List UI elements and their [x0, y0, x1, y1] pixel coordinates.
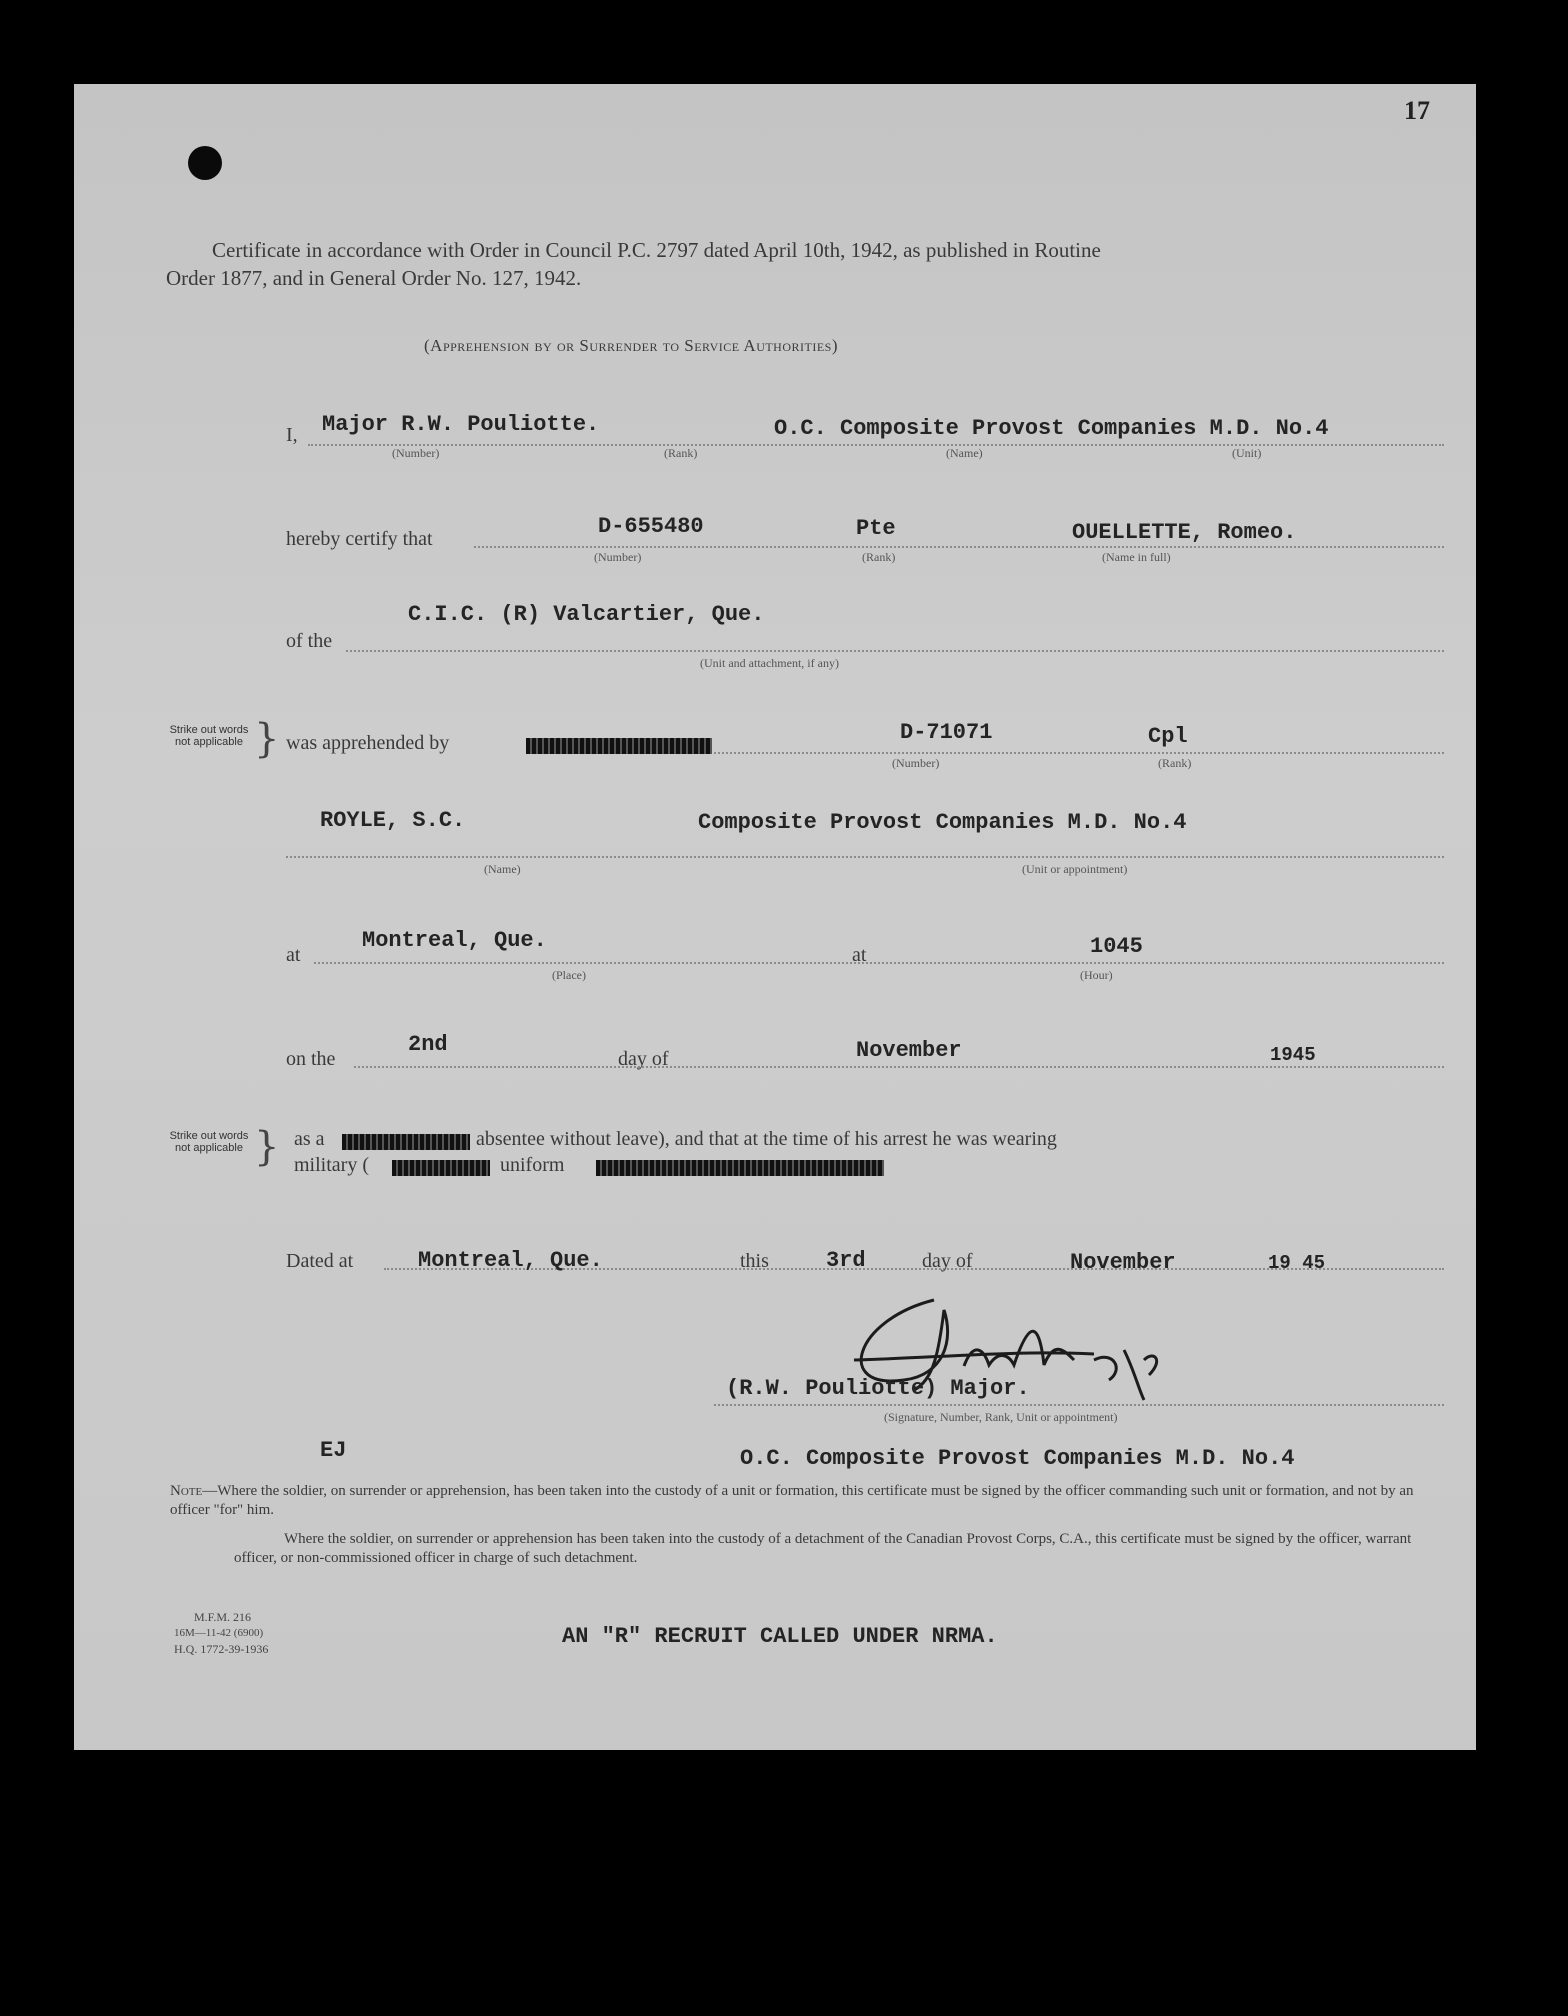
note-label: Note [170, 1483, 203, 1499]
apprehension-place: Montreal, Que. [362, 928, 547, 953]
soldier-number: D-655480 [598, 514, 704, 539]
caption-unit-attachment: (Unit and attachment, if any) [700, 656, 839, 670]
caption-place: (Place) [552, 968, 586, 982]
caption-rank-2: (Rank) [862, 550, 896, 564]
apprehension-day: 2nd [408, 1032, 448, 1057]
header-line-1: Certificate in accordance with Order in Council P.C. 2797 dated April 10th, 1942, as published in Routine [212, 238, 1101, 262]
caption-number-3: (Number) [892, 756, 940, 770]
apprehension-month: November [856, 1038, 962, 1063]
certifying-officer: Major R.W. Pouliotte. [322, 412, 600, 437]
soldier-name: OUELLETTE, Romeo. [1072, 520, 1297, 545]
page-number: 17 [1404, 96, 1430, 125]
header-line-2: Order 1877, and in General Order No. 127, 1942. [166, 266, 582, 290]
row8-line2-start: military ( [294, 1154, 369, 1176]
note-2: Where the soldier, on surrender or apprehension has been taken into the custody of a detachment of the Canadian Provost Corps, C.A., this certificate must be signed by the officer, warrant officer, or non-commissioned officer in charge of such detachment. [234, 1531, 1412, 1566]
caption-hour: (Hour) [1080, 968, 1113, 982]
row7-day-of: day of [618, 1048, 669, 1070]
struck-text-2 [342, 1134, 470, 1150]
dated-this: this [740, 1250, 769, 1272]
caption-name: (Name) [946, 446, 983, 460]
dated-day-of: day of [922, 1250, 973, 1272]
struck-text-1 [526, 738, 712, 754]
row8-line2-mid: uniform [500, 1154, 565, 1176]
brace-1: } [254, 716, 280, 762]
dated-place: Montreal, Que. [418, 1248, 603, 1273]
row8-line1-end: absentee without leave), and that at the time of his arrest he was wearing [476, 1128, 1057, 1150]
row4-prefix: was apprehended by [286, 732, 450, 754]
apprehension-year: 1945 [1270, 1044, 1316, 1066]
initials: EJ [320, 1438, 347, 1463]
signer-unit: O.C. Composite Provost Companies M.D. No.4 [740, 1446, 1295, 1471]
dated-day: 3rd [826, 1248, 866, 1273]
brace-2: } [254, 1124, 280, 1170]
strike-note-1: Strike out words not applicable [169, 724, 249, 748]
signer-name: (R.W. Pouliotte) Major. [726, 1376, 1030, 1401]
strike-note-2: Strike out words not applicable [169, 1130, 249, 1154]
form-subtitle: (Apprehension by or Surrender to Service Authorities) [424, 336, 839, 355]
form-number-2: 16M—11-42 (6900) [174, 1627, 264, 1639]
struck-text-4 [596, 1160, 884, 1176]
recruit-stamp: AN "R" RECRUIT CALLED UNDER NRMA. [562, 1624, 998, 1649]
caption-name-2: (Name) [484, 862, 521, 876]
certifying-unit: O.C. Composite Provost Companies M.D. No.4 [774, 416, 1329, 441]
soldier-unit: C.I.C. (R) Valcartier, Que. [408, 602, 765, 627]
row7-prefix: on the [286, 1048, 336, 1070]
signature-caption: (Signature, Number, Rank, Unit or appointment) [884, 1410, 1118, 1424]
struck-text-3 [392, 1160, 490, 1176]
caption-number-2: (Number) [594, 550, 642, 564]
caption-unit-appointment: (Unit or appointment) [1022, 862, 1128, 876]
dated-prefix: Dated at [286, 1250, 354, 1272]
row6-at: at [286, 944, 301, 966]
certificate-page [74, 84, 1476, 1750]
row2-prefix: hereby certify that [286, 528, 433, 550]
row1-prefix: I, [286, 424, 298, 446]
row6-at-2: at [852, 944, 867, 966]
hole-punch [188, 146, 222, 180]
form-number-3: H.Q. 1772-39-1936 [174, 1642, 269, 1656]
apprehender-unit: Composite Provost Companies M.D. No.4 [698, 810, 1187, 835]
caption-number: (Number) [392, 446, 440, 460]
caption-rank: (Rank) [664, 446, 698, 460]
form-number-1: M.F.M. 216 [194, 1610, 252, 1624]
row3-prefix: of the [286, 630, 333, 652]
row8-line1-start: as a [294, 1128, 325, 1150]
apprehender-name: ROYLE, S.C. [320, 808, 466, 833]
note-1 [170, 1482, 1446, 1520]
dated-month: November [1070, 1250, 1176, 1275]
caption-name-full: (Name in full) [1102, 550, 1171, 564]
apprehender-number: D-71071 [900, 720, 993, 745]
caption-unit: (Unit) [1232, 446, 1262, 460]
soldier-rank: Pte [856, 516, 896, 541]
apprehension-hour: 1045 [1090, 934, 1143, 959]
caption-rank-3: (Rank) [1158, 756, 1192, 770]
apprehender-rank: Cpl [1148, 724, 1188, 749]
dated-year: 19 45 [1268, 1252, 1326, 1274]
note-1-text: —Where the soldier, on surrender or apprehension, has been taken into the custody of a unit or formation, this certificate must be signed by the officer commanding such unit or formation, and not by an officer "for" him. [170, 1483, 1414, 1518]
